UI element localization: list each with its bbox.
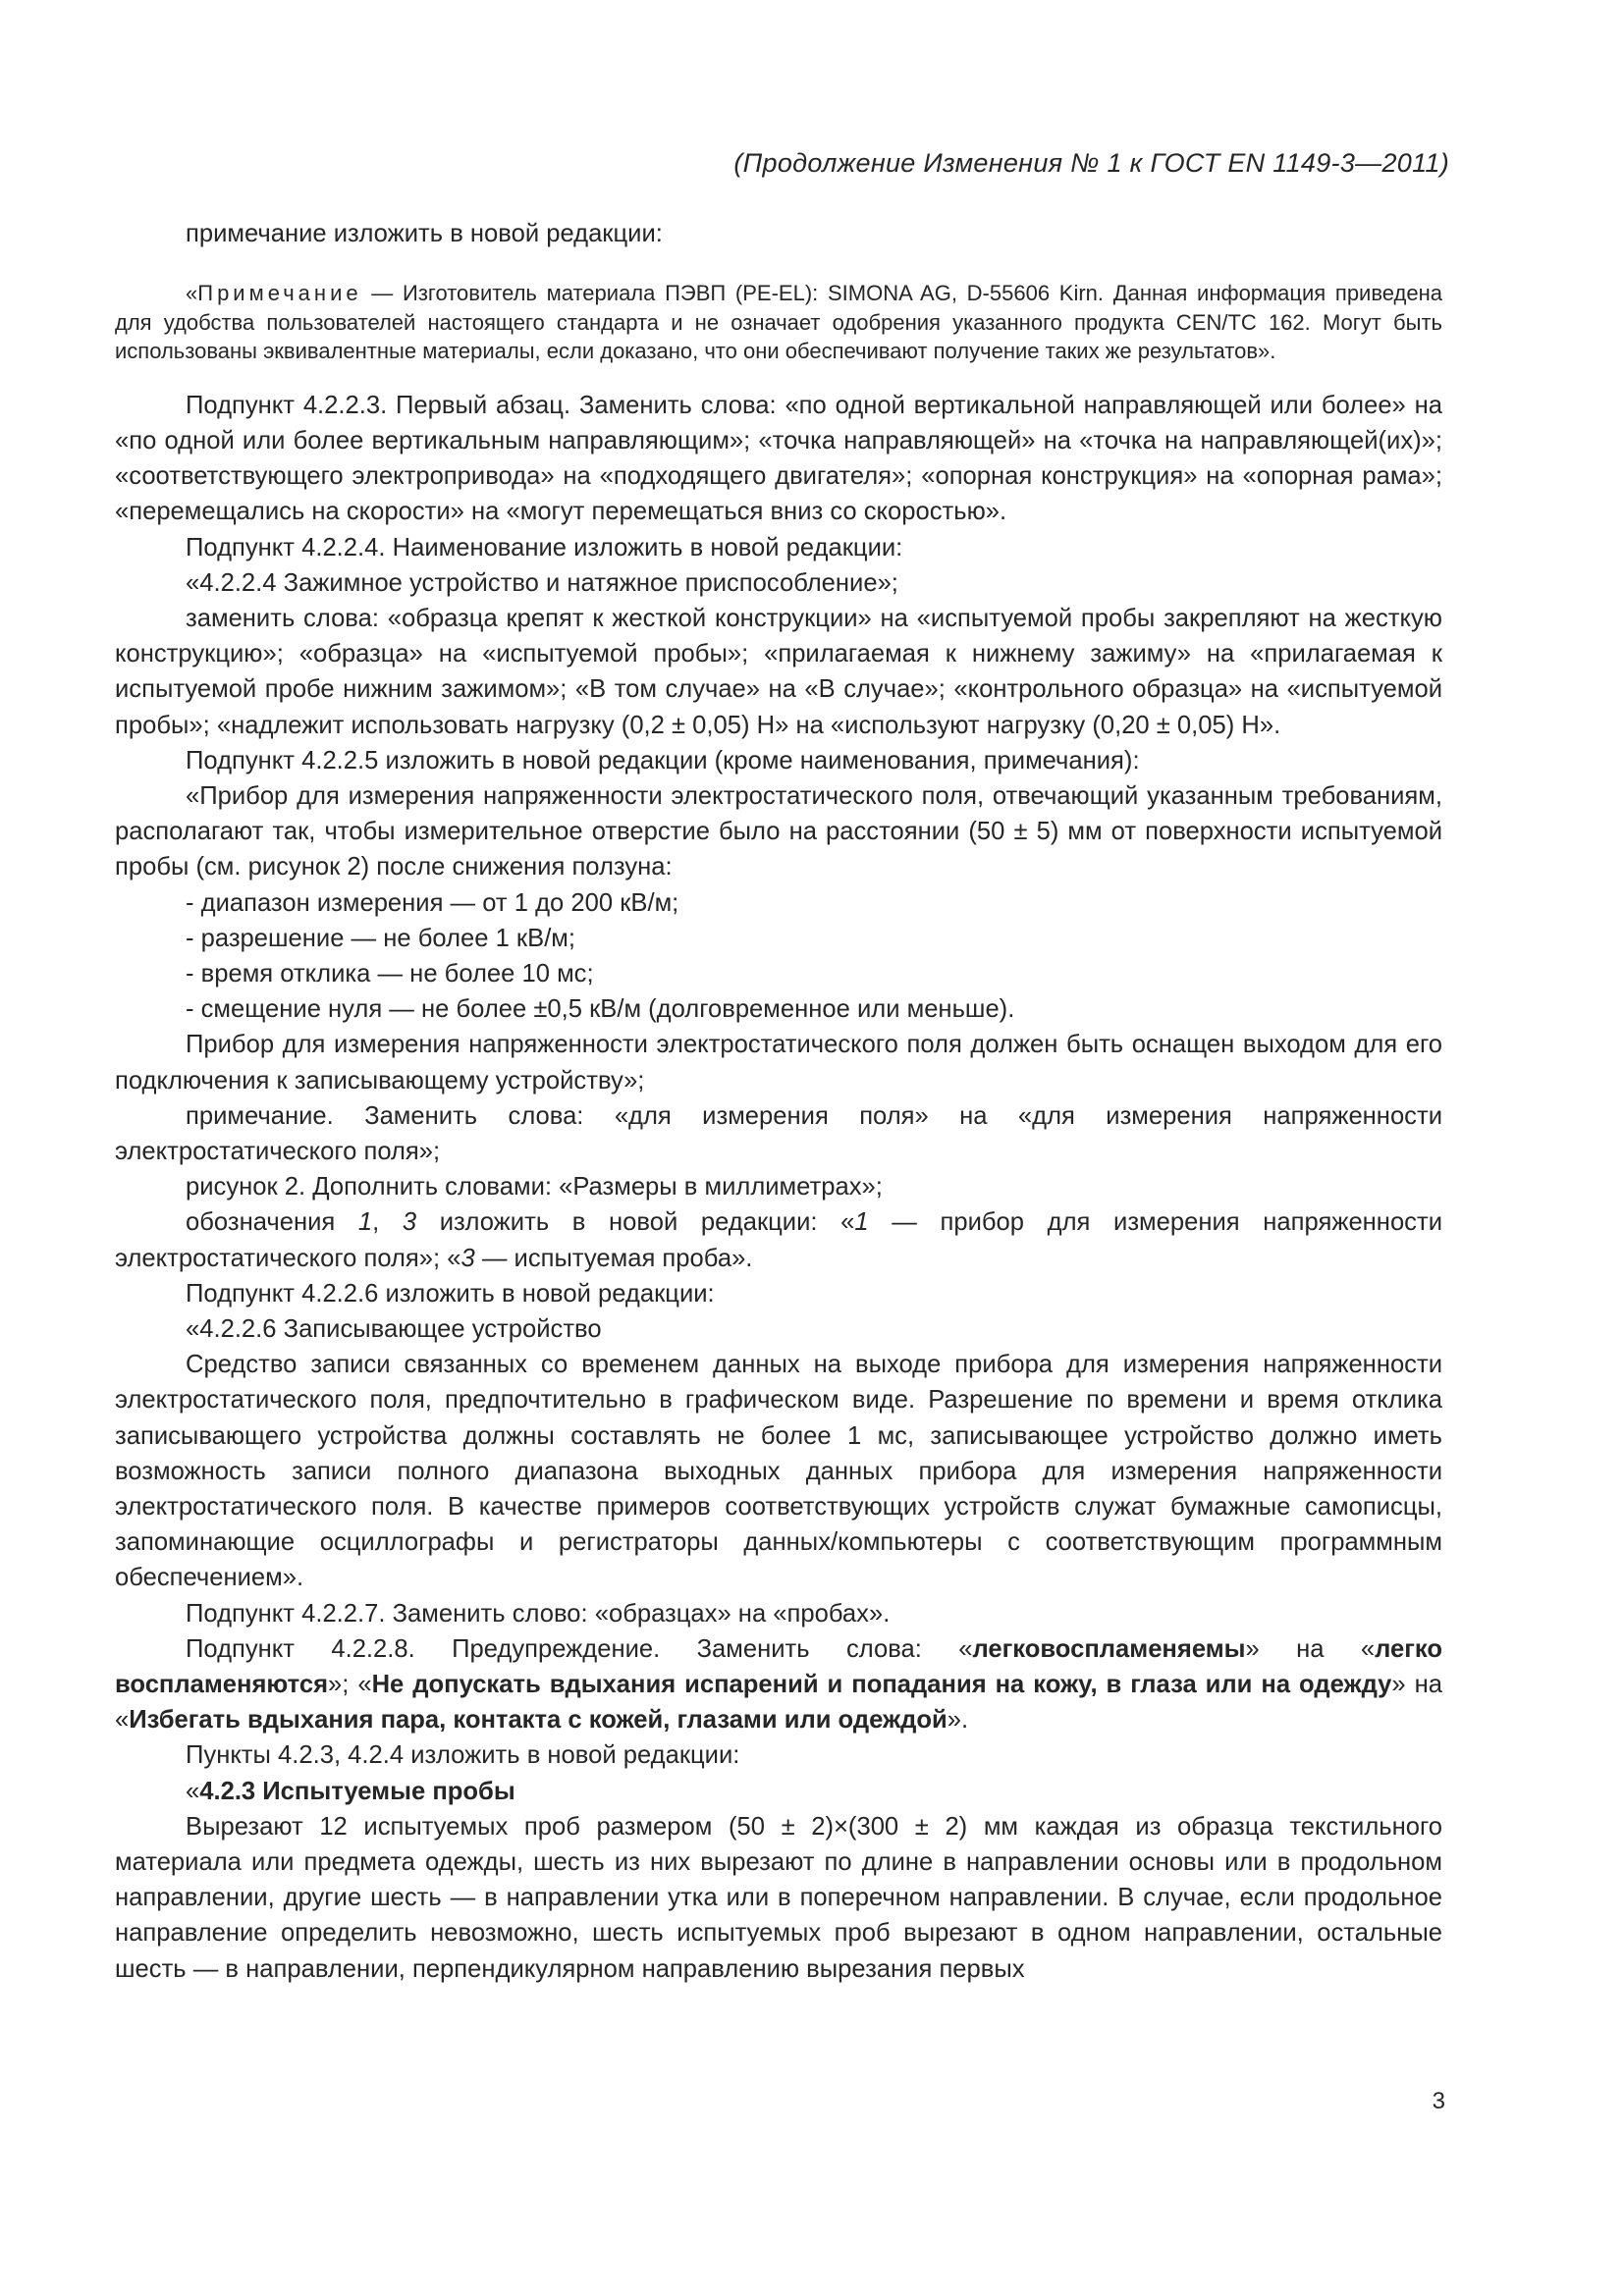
paragraph: Подпункт 4.2.2.8. Предупреждение. Заменить слова: «легковоспламеняемы» на «легко воспламеняются»; «Не допускать вдыхания испарений и попадания на кожу, в глаза или на одежду» на «Избегать вдыхания пара, контакта с кожей, глазами или одеждой». bbox=[115, 1634, 1442, 1735]
list-item: - разрешение — не более 1 кВ/м; bbox=[186, 924, 576, 952]
list-item: - время отклика — не более 10 мс; bbox=[186, 959, 594, 988]
page-header: (Продолжение Изменения № 1 к ГОСТ EN 1149-3—2011) bbox=[733, 148, 1449, 178]
paragraph: Прибор для измерения напряженности электростатического поля должен быть оснащен выходом для его подключения к записывающему устройству»; bbox=[115, 1031, 1442, 1095]
paragraph: Вырезают 12 испытуемых проб размером (50 ± 2)×(300 ± 2) мм каждая из образца текстильного материала или предмета одежды, шесть из них вырезают по длине в направлении основы или в продольном направлении, другие шесть — в направлении утка или в поперечном направлении. В случае, если продольное направление определить невозможно, шесть испытуемых проб вырезают в одном направлении, остальные шесть — в направлении, перпендикулярном направлению вырезания первых bbox=[115, 1812, 1442, 1983]
section-heading: «4.2.3 Испытуемые пробы bbox=[186, 1777, 515, 1805]
paragraph: рисунок 2. Дополнить словами: «Размеры в миллиметрах»; bbox=[186, 1173, 883, 1201]
paragraph: «Прибор для измерения напряженности электростатического поля, отвечающий указанным требованиям, располагают так, чтобы измерительное отверстие было на расстоянии (50 ± 5) мм от поверхности испытуемой пробы (см. рисунок 2) после снижения ползуна: bbox=[115, 781, 1442, 881]
paragraph: Подпункт 4.2.2.6 изложить в новой редакции: bbox=[186, 1279, 715, 1308]
note-label: Примечание bbox=[197, 281, 362, 306]
page-number: 3 bbox=[1432, 2088, 1445, 2114]
paragraph: обозначения 1, 3 изложить в новой редакции: «1 — прибор для измерения напряженности электростатического поля»; «3 — испытуемая проба». bbox=[115, 1208, 1442, 1272]
paragraph: примечание. Заменить слова: «для измерения поля» на «для измерения напряженности электростатического поля»; bbox=[115, 1101, 1442, 1165]
paragraph: «4.2.2.6 Записывающее устройство bbox=[186, 1314, 602, 1343]
list-item: - диапазон измерения — от 1 до 200 кВ/м; bbox=[186, 888, 679, 917]
paragraph: примечание изложить в новой редакции: bbox=[186, 220, 663, 247]
paragraph: Подпункт 4.2.2.4. Наименование изложить в новой редакции: bbox=[186, 533, 903, 561]
note-text: — Изготовитель материала ПЭВП (PE-EL): SIMONA AG, D-55606 Kirn. Данная информация приведена для удобства пользователей настоящего стандарта и не означает одобрения указанного продукта CEN/TC 162. Могут быть использованы эквивалентные материалы, если доказано, что они обеспечивают получение таких же результатов». bbox=[115, 281, 1442, 364]
paragraph: Подпункт 4.2.2.5 изложить в новой редакции (кроме наименования, примечания): bbox=[186, 746, 1140, 774]
paragraph: Подпункт 4.2.2.3. Первый абзац. Заменить слова: «по одной вертикальной направляющей или более» на «по одной или более вертикальным направляющим»; «точка направляющей» на «точка на направляющей(их)»; «соответствующего электропривода» на «подходящего двигателя»; «опорная конструкция» на «опорная рама»; «перемещались на скорости» на «могут перемещаться вниз со скоростью». bbox=[115, 391, 1442, 526]
list-item: - смещение нуля — не более ±0,5 кВ/м (долговременное или меньше). bbox=[186, 995, 1015, 1024]
paragraph: заменить слова: «образца крепят к жесткой конструкции» на «испытуемой пробы закрепляют на жесткую конструкцию»; «образца» на «испытуемой пробы»; «прилагаемая к нижнему зажиму» на «прилагаемая к испытуемой пробе нижним зажимом»; «В том случае» на «В случае»; «контрольного образца» на «испытуемой пробы»; «надлежит использовать нагрузку (0,2 ± 0,05) Н» на «используют нагрузку (0,20 ± 0,05) Н». bbox=[115, 604, 1442, 739]
note-block: «Примечание — Изготовитель материала ПЭВП (PE-EL): SIMONA AG, D-55606 Kirn. Данная информация приведена для удобства пользователей настоящего стандарта и не означает одобрения указанного продукта CEN/TC 162. Могут быть использованы эквивалентные материалы, если доказано, что они обеспечивают получение таких же результатов». bbox=[115, 281, 1442, 364]
body-text bbox=[115, 216, 1442, 1987]
paragraph: «4.2.2.4 Зажимное устройство и натяжное приспособление»; bbox=[186, 568, 898, 597]
paragraph: Подпункт 4.2.2.7. Заменить слово: «образцах» на «пробах». bbox=[186, 1599, 891, 1628]
paragraph: Средство записи связанных со временем данных на выходе прибора для измерения напряженности электростатического поля, предпочтительно в графическом виде. Разрешение по времени и время отклика записывающего устройства должны составлять не более 1 мс, записывающее устройство должно иметь возможность записи полного диапазона выходных данных прибора для измерения напряженности электростатического поля. В качестве примеров соответствующих устройств служат бумажные самописцы, запоминающие осциллографы и регистраторы данных/компьютеры с соответствующим программным обеспечением». bbox=[115, 1351, 1442, 1592]
paragraph: Пункты 4.2.3, 4.2.4 изложить в новой редакции: bbox=[186, 1741, 740, 1770]
